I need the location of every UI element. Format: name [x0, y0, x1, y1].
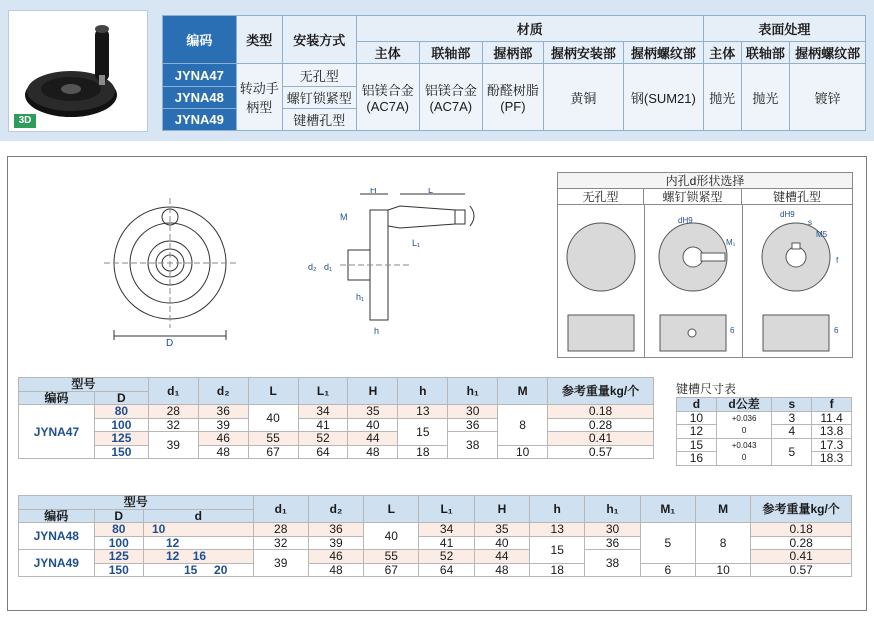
surface-value: 抛光 [703, 64, 741, 131]
table-code[interactable]: JYNA47 [19, 405, 95, 459]
code-jyna47[interactable]: JYNA47 [163, 64, 237, 86]
table-cell: 38 [585, 550, 640, 577]
dim-L1: L₁ [412, 238, 421, 248]
table-cell: 15 [398, 418, 448, 445]
code-jyna48[interactable]: JYNA48 [163, 86, 237, 108]
th-D: D [94, 509, 144, 523]
table-cell: 40 [248, 405, 298, 432]
table-cell: 0.28 [548, 418, 654, 432]
table-cell-D: 150 [94, 445, 148, 459]
kw-cell: 17.3 [812, 438, 852, 452]
th-M: M [498, 378, 548, 405]
table-cell: 30 [448, 405, 498, 419]
bore-type-keyway[interactable]: 键槽孔型 [742, 189, 852, 205]
th-L1: L₁ [419, 496, 474, 523]
surface-col: 主体 [703, 42, 741, 64]
table-cell: 5 [640, 523, 695, 564]
table-cell: 41 [419, 536, 474, 550]
spec-code-header: 编码 [163, 16, 237, 64]
kw-th-s: s [772, 398, 812, 412]
table-cell-D: 100 [94, 418, 148, 432]
th-M1: M₁ [640, 496, 695, 523]
table-cell: 39 [198, 418, 248, 432]
th-code: 编码 [19, 391, 95, 405]
table-cell: 8 [498, 405, 548, 446]
table-cell-D: 125 [94, 432, 148, 446]
table-cell: 35 [474, 523, 529, 537]
material-value: 铝镁合金(AC7A) [419, 64, 482, 131]
keyway-table [676, 397, 852, 466]
badge-3d[interactable]: 3D [14, 114, 36, 128]
dim-h: h [374, 326, 380, 336]
bore-label-dh9-keyway: dH9 [780, 210, 795, 219]
table-cell-d [144, 563, 254, 577]
table-cell: 41 [298, 418, 348, 432]
table-cell: 40 [474, 536, 529, 550]
material-col: 联轴部 [419, 42, 482, 64]
table-cell: 39 [148, 432, 198, 459]
kw-tol-2 [716, 438, 772, 465]
table-cell: 0.18 [751, 523, 852, 537]
material-value: 酚醛树脂(PF) [482, 64, 543, 131]
bore-label-f: f [836, 256, 839, 265]
table-cell: 55 [364, 550, 419, 564]
kw-cell: 5 [772, 438, 812, 465]
table-cell: 46 [198, 432, 248, 446]
material-col: 主体 [356, 42, 419, 64]
bore-label-m1: M₁ [726, 238, 736, 247]
table-cell: 10 [498, 445, 548, 459]
table-cell-D: 150 [94, 563, 144, 577]
mount-value: 螺钉锁紧型 [282, 86, 356, 108]
table-cell: 34 [419, 523, 474, 537]
th-D: D [94, 391, 148, 405]
th-L: L [364, 496, 419, 523]
table-cell-d: 10 [144, 523, 254, 537]
th-M: M [695, 496, 750, 523]
bore-type-setscrew[interactable]: 螺钉锁紧型 [644, 189, 742, 205]
table-cell: 0.28 [751, 536, 852, 550]
bore-label-6: 6 [730, 326, 735, 335]
table-cell: 0.41 [548, 432, 654, 446]
table-cell-D: 100 [94, 536, 144, 550]
table-cell: 64 [298, 445, 348, 459]
kw-tol-1-lower: 0 [741, 425, 747, 435]
th-L: L [248, 378, 298, 405]
spec-mount-header: 安装方式 [282, 16, 356, 64]
table-cell: 32 [253, 536, 308, 550]
kw-tol-1-upper: +0.036 [731, 413, 757, 423]
kw-th-d: d [677, 398, 717, 412]
th-h: h [398, 378, 448, 405]
kw-cell: 4 [772, 425, 812, 439]
table-cell: 35 [348, 405, 398, 419]
table-cell: 15 [530, 536, 585, 563]
table-cell: 34 [298, 405, 348, 419]
table-cell: 48 [308, 563, 363, 577]
table-cell: 0.57 [548, 445, 654, 459]
surface-col: 握柄螺纹部 [790, 42, 866, 64]
material-col: 握柄安装部 [543, 42, 623, 64]
d-value: 20 [214, 562, 228, 577]
table-cell: 38 [448, 432, 498, 459]
table-cell: 46 [308, 550, 363, 564]
bore-label-m5: M5 [816, 230, 828, 239]
th-h: h [530, 496, 585, 523]
kw-tol-1 [716, 411, 772, 438]
table-jyna48-49 [18, 495, 852, 577]
th-h1: h₁ [448, 378, 498, 405]
th-d: d [144, 509, 254, 523]
surface-col: 联轴部 [741, 42, 789, 64]
table-cell: 36 [198, 405, 248, 419]
type-value: 转动手柄型 [236, 64, 282, 131]
table-cell: 39 [253, 550, 308, 577]
table-cell: 30 [585, 523, 640, 537]
dim-D: D [166, 338, 174, 349]
material-value: 黄铜 [543, 64, 623, 131]
table-cell: 32 [148, 418, 198, 432]
kw-th-tol: d公差 [716, 398, 772, 412]
spec-table [162, 15, 866, 131]
table-cell: 64 [419, 563, 474, 577]
table-cell: 0.18 [548, 405, 654, 419]
table-cell: 48 [198, 445, 248, 459]
d-value: 12 [166, 549, 180, 564]
kw-tol-2-lower: 0 [741, 452, 747, 462]
table-cell-d [144, 550, 254, 564]
kw-cell: 15 [677, 438, 717, 452]
code-jyna49[interactable]: JYNA49 [163, 108, 237, 130]
material-col: 握柄部 [482, 42, 543, 64]
kw-th-f: f [812, 398, 852, 412]
spec-material-header: 材质 [356, 16, 703, 42]
table-cell: 44 [474, 550, 529, 564]
th-h1: h₁ [585, 496, 640, 523]
bore-label-s: s [808, 218, 812, 227]
side-view-drawing [300, 188, 500, 343]
keyway-title: 键槽尺寸表 [676, 382, 737, 396]
bore-type-box [557, 172, 853, 358]
table-cell: 36 [308, 523, 363, 537]
bore-label-6-keyway: 6 [834, 326, 839, 335]
table-code[interactable]: JYNA49 [19, 550, 95, 577]
table-cell: 36 [585, 536, 640, 550]
kw-cell: 13.8 [812, 425, 852, 439]
dim-L: L [428, 188, 434, 195]
mount-value: 键槽孔型 [282, 108, 356, 130]
d-value: 15 [184, 562, 198, 577]
table-cell: 36 [448, 418, 498, 432]
dim-M: M [340, 212, 348, 222]
table-cell: 55 [248, 432, 298, 446]
spec-type-header: 类型 [236, 16, 282, 64]
surface-value: 抛光 [741, 64, 789, 131]
table-cell: 0.41 [751, 550, 852, 564]
table-cell-d: 12 [144, 536, 254, 550]
bore-drawings [558, 205, 852, 357]
table-cell-D: 125 [94, 550, 144, 564]
kw-cell: 10 [677, 411, 717, 425]
bore-type-plain[interactable]: 无孔型 [558, 189, 644, 205]
th-L1: L₁ [298, 378, 348, 405]
dim-d2: d₂ [308, 262, 317, 272]
table-cell: 67 [248, 445, 298, 459]
bore-title: 内孔d形状选择 [558, 173, 852, 189]
material-col: 握柄螺纹部 [623, 42, 703, 64]
surface-value: 镀锌 [790, 64, 866, 131]
th-code: 编码 [19, 509, 95, 523]
material-value: 铝镁合金(AC7A) [356, 64, 419, 131]
table-cell: 52 [419, 550, 474, 564]
table-cell: 6 [640, 563, 695, 577]
kw-cell: 16 [677, 452, 717, 466]
table-cell: 44 [348, 432, 398, 446]
kw-cell: 11.4 [812, 411, 852, 425]
table-jyna47 [18, 377, 654, 459]
th-d2: d₂ [308, 496, 363, 523]
kw-cell: 12 [677, 425, 717, 439]
kw-cell: 18.3 [812, 452, 852, 466]
spec-surface-header: 表面处理 [703, 16, 865, 42]
th-d2: d₂ [198, 378, 248, 405]
table-cell: 13 [530, 523, 585, 537]
table-cell: 52 [298, 432, 348, 446]
table-cell-D: 80 [94, 523, 144, 537]
table-cell: 40 [348, 418, 398, 432]
dim-d1: d₁ [324, 262, 333, 272]
mount-value: 无孔型 [282, 64, 356, 86]
table-cell: 39 [308, 536, 363, 550]
table-cell: 48 [474, 563, 529, 577]
table-cell-D: 80 [94, 405, 148, 419]
table-cell: 67 [364, 563, 419, 577]
table-cell: 8 [695, 523, 750, 564]
table-cell: 0.57 [751, 563, 852, 577]
th-H: H [348, 378, 398, 405]
table-cell: 28 [253, 523, 308, 537]
th-d1: d₁ [253, 496, 308, 523]
table-cell: 18 [398, 445, 448, 459]
th-H: H [474, 496, 529, 523]
th-model: 型号 [19, 496, 254, 510]
table-cell: 40 [364, 523, 419, 550]
table-cell: 18 [530, 563, 585, 577]
table-code[interactable]: JYNA48 [19, 523, 95, 550]
th-weight: 参考重量kg/个 [548, 378, 654, 405]
kw-cell: 3 [772, 411, 812, 425]
kw-tol-2-upper: +0.043 [731, 440, 757, 450]
dim-H: H [370, 188, 377, 195]
table-cell: 28 [148, 405, 198, 419]
bore-label-dh9: dH9 [678, 216, 693, 225]
front-view-drawing [100, 190, 250, 350]
th-model: 型号 [19, 378, 149, 392]
d-value: 16 [192, 549, 207, 564]
th-d1: d₁ [148, 378, 198, 405]
material-value: 钢(SUM21) [623, 64, 703, 131]
table-cell: 13 [398, 405, 448, 419]
th-weight: 参考重量kg/个 [751, 496, 852, 523]
dim-h1: h₁ [356, 292, 365, 302]
table-cell: 48 [348, 445, 398, 459]
table-cell: 10 [695, 563, 750, 577]
